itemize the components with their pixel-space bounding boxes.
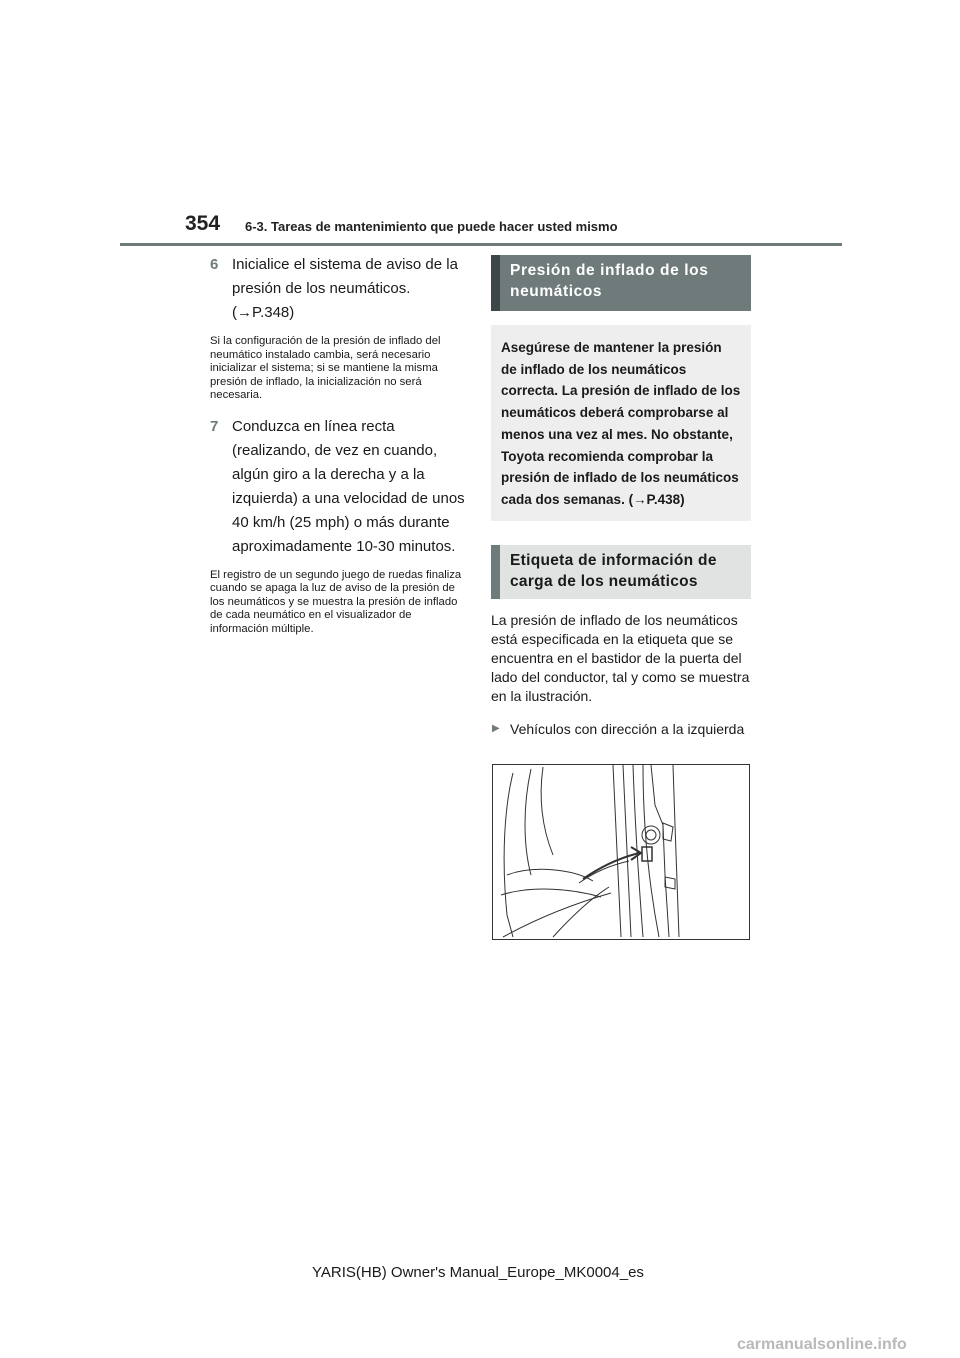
footer-manual-id: YARIS(HB) Owner's Manual_Europe_MK0004_es xyxy=(312,1264,644,1281)
step-text: Inicialice el sistema de aviso de la presión de los neumáticos. (→P.348) xyxy=(232,256,458,321)
section-title: 6-3. Tareas de mantenimiento que puede hacer usted mismo xyxy=(245,219,618,234)
watermark: carmanualsonline.info xyxy=(737,1336,907,1353)
step-text: Conduzca en línea recta (realizando, de vez en cuando, algún giro a la derecha y a la izquierda) a una velocidad de unos 40 km/h (25 mph) o más durante aproximadamente 10-30 minutos. xyxy=(232,417,465,555)
step-7 xyxy=(210,415,468,559)
body-paragraph: La presión de inflado de los neumáticos está especificada en la etiqueta que se encuentra en el bastidor de la puerta del lado del conductor, tal y como se muestra en la ilustración. xyxy=(491,611,750,704)
step-number: 7 xyxy=(210,417,219,435)
note-paragraph: Si la configuración de la presión de inflado del neumático instalado cambia, será necesario inicializar el sistema; si se mantiene la misma presión de inflado, la inicialización no será necesaria. xyxy=(210,335,441,401)
highlight-box: Asegúrese de mantener la presión de inflado de los neumáticos correcta. La presión de inflado de los neumáticos deberá comprobarse al menos una vez al mes. No obstante, Toyota recomienda comprobar la presión de inflado de los neumáticos cada dos semanas. (→P.438) xyxy=(491,325,751,521)
note-paragraph: El registro de un segundo juego de ruedas finaliza cuando se apaga la luz de aviso de la presión de los neumáticos y se muestra la presión de inflado de cada neumático en el visualizador de información múltiple. xyxy=(210,568,462,635)
section-heading-tire-label: Etiqueta de información de carga de los neumáticos xyxy=(491,545,751,599)
bullet-text: Vehículos con dirección a la izquierda xyxy=(510,720,745,737)
bullet-item xyxy=(491,718,751,740)
step-6 xyxy=(210,253,468,325)
page-number: 354 xyxy=(185,212,221,235)
door-frame-illustration xyxy=(492,764,750,940)
header-divider xyxy=(120,243,842,246)
illustration-drawing xyxy=(493,765,749,939)
right-column xyxy=(491,255,751,740)
triangle-right-icon: ▶ xyxy=(492,722,500,734)
left-column xyxy=(210,253,468,648)
section-heading-tire-pressure: Presión de inflado de los neumáticos xyxy=(491,255,751,311)
step-number: 6 xyxy=(210,256,219,273)
